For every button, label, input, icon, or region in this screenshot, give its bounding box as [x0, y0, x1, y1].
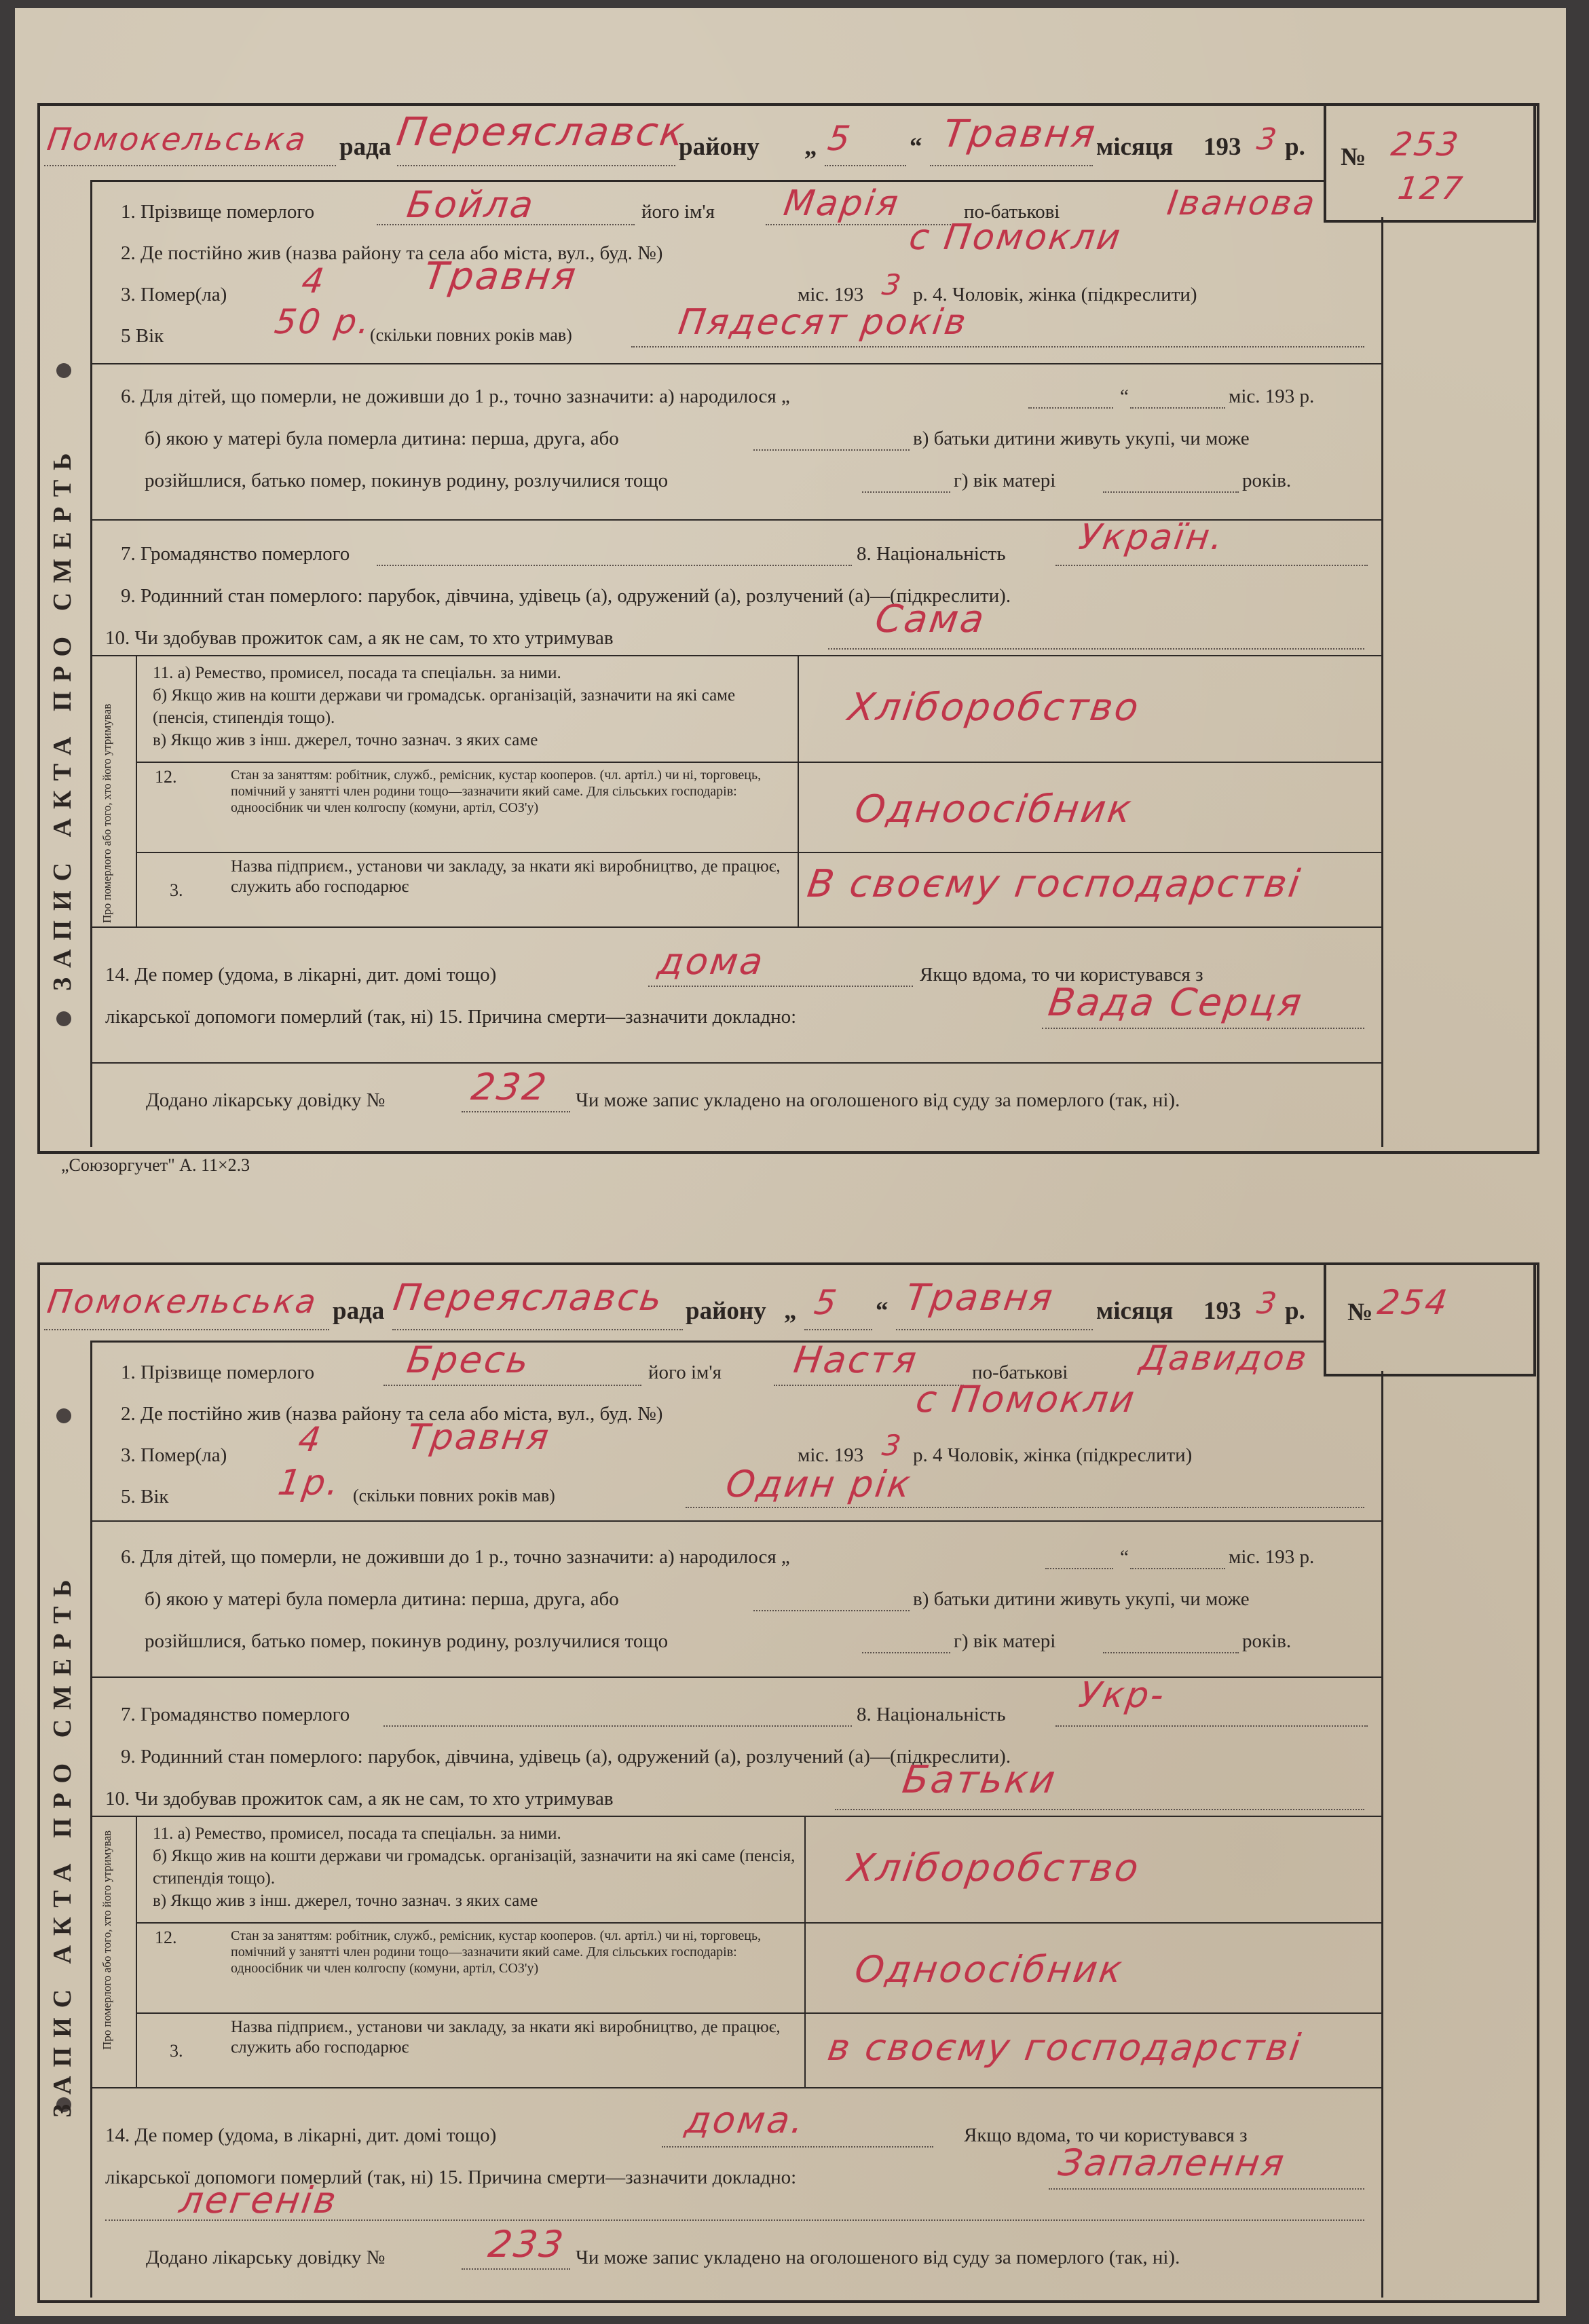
- child-line-3-mid: г) вік матері: [954, 470, 1056, 491]
- rayon-fill: Переяславсь: [390, 1276, 667, 1319]
- death-record-form-2: рада району „ “ місяця 193 р. № Помокельська Переяславсь 5 Травня 3 254 ЗАПИС АКТА ПРО СМЕРТЬ Про померлого або того, хто його утримував 1. Прізвище померлого Бресь його ім'я Настя по-батькові Давидов 2. Де постійно жив (назва району та села або міста, вул., буд. №) с Помокли 3. Помер(ла) 4 Травня міс. 193 3 р. 4 Чоловік, жінка (підкреслити) 5. Вік 1р. (скільки повних років мав) Один рік 6. Для дітей, що померли, не доживши до 1 р., точно зазначити: а) народилося „ “ міс. 193 р. б) якою у матері була померла дитина: перша, друга, або в) батьки дитини живуть укупі, чи може розійшлися, батько помер, покинув родину, розлучилися тощо г) вік матері років. 7. Громадянство померлого 8. Національність Укр- 9. Родинний стан померлого: парубок, дівчина, удівець (а), одружений (а), розлучений (а)—(підкреслити). 10. Чи здобував прожиток сам, а як не сам, то хто утримував Батьки 11. а) Ремество, промисел, посада та спеціальн. за ними. б) Якщо жив на кошти держави чи громадськ. організацій, зазначити на які саме (пенсія, стипендія тощо). в) Якщо жив з інш. джерел, точно зазнач. з яких саме Хліборобство 12. Стан за заняттям: робітник, служб., ремісник, кустар кооперов. (чл. артіл.) чи ні, торговець, помічний у занятті член родини тощо—зазначити який саме. Для сільських господарів: одноосібник чи член колгоспу (комуни, артіл, СОЗ'у) Одноосібник 3. Назва підприєм., установи чи закладу, за нкати які виробництво, де працює, служить або господарює в своєму господарстві 14. Де помер (удома, в лікарні, дит. домі тощо) дома. Якщо вдома, то чи користувався з лікарської допомоги померлий (так, ні) 15. Причина смерти—зазначити докладно: Запалення легенів Додано лікарську довідку № 233 Чи може запис укладено на оголошеного від суду за померлого (так, ні).: [0, 1154, 1551, 2267]
- marital-status-label: 9. Родинний стан померлого: парубок, дівчина, удівець (а), одружений (а), розлучений (а)—(підкреслити).: [121, 1746, 1011, 1767]
- rayon-label: району: [686, 1297, 766, 1325]
- age-label: 5. Вік: [121, 1486, 169, 1507]
- year-suffix: р.: [1285, 1297, 1305, 1325]
- rayon-fill: Переяславск: [394, 109, 690, 155]
- died-month: Травня: [404, 1417, 553, 1458]
- rada-label: рада: [333, 1297, 385, 1325]
- occupation-12-value: Одноосібник: [852, 1948, 1127, 1991]
- occupation-12-value: Одноосібник: [852, 787, 1136, 831]
- gender-label: р. 4. Чоловік, жінка (підкреслити): [913, 284, 1197, 305]
- certificate-number: 233: [485, 2223, 568, 2266]
- child-line-1: 6. Для дітей, що померли, не доживши до 1 р., точно зазначити: а) народилося „: [121, 386, 790, 407]
- side-subtitle: Про померлого або того, хто його утримував: [100, 703, 113, 923]
- livelihood-value: Батьки: [899, 1758, 1060, 1802]
- rada-fill: Помокельська: [45, 121, 310, 157]
- livelihood-label: 10. Чи здобував прожиток сам, а як не сам, то хто утримував: [105, 627, 614, 649]
- place-of-death-label: 14. Де помер (удома, в лікарні, дит. домі тощо): [105, 964, 497, 986]
- child-line-2-end: в) батьки дитини живуть укупі, чи може: [913, 428, 1250, 449]
- died-label: 3. Помер(ла): [121, 1444, 227, 1466]
- child-line-3-end: років.: [1242, 470, 1292, 491]
- certificate-label: Додано лікарську довідку №: [146, 1089, 386, 1111]
- died-mis-label: міс. 193: [798, 284, 864, 305]
- certificate-label: Додано лікарську довідку №: [146, 2247, 386, 2268]
- record-number-sub: 127: [1396, 170, 1467, 206]
- occupation-13-value: в своєму господарстві: [825, 2026, 1305, 2069]
- medical-help-label: Якщо вдома, то чи користувався з: [964, 2124, 1248, 2146]
- place-of-death-label: 14. Де помер (удома, в лікарні, дит. домі тощо): [105, 2124, 497, 2146]
- year-label: 193: [1203, 133, 1241, 161]
- year-suffix: р.: [1285, 133, 1305, 161]
- printer-imprint: „Союзоргучет" А. 11×2.3: [61, 1155, 250, 1175]
- surname-value: Бресь: [404, 1338, 534, 1381]
- occupation-12-text: Стан за заняттям: робітник, служб., ремісник, кустар кооперов. (чл. артіл.) чи ні, торговець, помічний у занятті член родини тощо—зазначити який саме. Для сільських господарів: одноосібник чи член колгоспу (комуни, артіл, СОЗ'у): [231, 1928, 762, 1976]
- nationality-value: Україн.: [1076, 517, 1228, 558]
- livelihood-label: 10. Чи здобував прожиток сам, а як не сам, то хто утримував: [105, 1788, 614, 1810]
- side-subtitle: Про померлого або того, хто його утримував: [100, 1830, 113, 2050]
- occupation-13-text: Назва підприєм., установи чи закладу, за нкати які виробництво, де працює, служить або господарює: [231, 857, 781, 896]
- age-note: (скільки повних років мав): [353, 1486, 555, 1505]
- age-words: Пядесят років: [675, 302, 971, 343]
- year-fill: 3: [1254, 122, 1281, 157]
- occupation-11-value: Хліборобство: [845, 686, 1144, 730]
- record-number: 253: [1389, 126, 1463, 164]
- record-number: 254: [1375, 1283, 1452, 1322]
- residence-value: с Помокли: [906, 217, 1125, 258]
- child-line-2-end: в) батьки дитини живуть укупі, чи може: [913, 1588, 1250, 1610]
- residence-label: 2. Де постійно жив (назва району та села або міста, вул., буд. №): [121, 1403, 663, 1425]
- occupation-12-text: Стан за заняттям: робітник, служб., ремісник, кустар кооперов. (чл. артіл.) чи ні, торговець, помічний у занятті член родини тощо—зазначити який саме. Для сільських господарів: одноосібник чи член колгоспу (комуни, артіл, СОЗ'у): [231, 768, 762, 815]
- year-label: 193: [1203, 1297, 1241, 1325]
- day-fill: 5: [825, 119, 855, 158]
- side-title: ЗАПИС АКТА ПРО СМЕРТЬ: [48, 443, 77, 991]
- age-value: 50 р.: [272, 302, 375, 341]
- place-of-death-value: дома.: [682, 2099, 808, 2141]
- child-line-2: б) якою у матері була померла дитина: перша, друга, або: [145, 1588, 619, 1610]
- child-line-1-end: міс. 193 р.: [1229, 386, 1315, 407]
- child-line-1: 6. Для дітей, що померли, не доживши до 1 р., точно зазначити: а) народилося „: [121, 1546, 790, 1568]
- age-value: 1р.: [275, 1463, 343, 1503]
- citizenship-label: 7. Громадянство померлого: [121, 543, 350, 565]
- cause-value: Вада Серця: [1045, 981, 1307, 1025]
- patronymic-value: Іванова: [1164, 183, 1320, 223]
- nationality-label: 8. Національність: [857, 543, 1006, 565]
- residence-label: 2. Де постійно жив (назва району та села або міста, вул., буд. №): [121, 242, 663, 264]
- child-line-1-end: міс. 193 р.: [1229, 1546, 1315, 1568]
- cause-label: лікарської допомоги померлий (так, ні) 15. Причина смерти—зазначити докладно:: [105, 2167, 797, 2188]
- month-fill: Травня: [903, 1276, 1058, 1319]
- patronymic-value: Давидов: [1137, 1338, 1311, 1378]
- nationality-value: Укр-: [1076, 1675, 1169, 1716]
- number-label: №: [1347, 1298, 1373, 1326]
- place-of-death-value: дома: [655, 940, 768, 983]
- surname-value: Бойла: [404, 183, 538, 226]
- died-label: 3. Помер(ла): [121, 284, 227, 305]
- year-fill: 3: [1254, 1286, 1281, 1321]
- side-title: ЗАПИС АКТА ПРО СМЕРТЬ: [48, 1570, 77, 2118]
- court-label: Чи може запис укладено на оголошеного від суду за померлого (так, ні).: [576, 2247, 1180, 2268]
- died-month: Травня: [421, 255, 580, 299]
- occupation-13-value: В своєму господарстві: [804, 862, 1305, 906]
- month-label: місяця: [1096, 1297, 1174, 1325]
- died-day: 4: [299, 261, 329, 301]
- age-words: Один рік: [723, 1463, 915, 1505]
- occupation-12-num: 12.: [155, 1928, 177, 1947]
- age-note: (скільки повних років мав): [370, 325, 572, 345]
- child-line-3-end: років.: [1242, 1630, 1292, 1652]
- surname-label: 1. Прізвище померлого: [121, 201, 315, 223]
- day-fill: 5: [811, 1283, 841, 1322]
- death-record-form-1: рада району „ “ місяця 193 р. № Помокельська Переяславск 5 Травня 3 253 127 ЗАПИС АКТА ПРО СМЕРТЬ Про померлого або того, хто його утримував 1. Прізвище померлого Бойла його ім'я Марія по-батькові Іванова 2. Де постійно жив (назва району та села або міста, вул., буд. №) с Помокли 3. Помер(ла) 4 Травня міс. 193 3 р. 4. Чоловік, жінка (підкреслити) 5 Вік 50 р. (скільки повних років мав) Пядесят років 6. Для дітей, що померли, не доживши до 1 р., точно зазначити: а) народилося „ “ міс. 193 р. б) якою у матері була померла дитина: перша, друга, або в) батьки дитини живуть укупі, чи може розійшлися, батько помер, покинув родину, розлучилися тощо г) вік матері років. 7. Громадянство померлого 8. Національність Україн. 9. Родинний стан померлого: парубок, дівчина, удівець (а), одружений (а), розлучений (а)—(підкреслити). 10. Чи здобував прожиток сам, а як не сам, то хто утримував Сама 11. а) Ремество, промисел, посада та спеціальн. за ними. б) Якщо жив на кошти держави чи громадськ. організацій, зазначити на які саме (пенсія, стипендія тощо). в) Якщо жив з інш. джерел, точно зазнач. з яких саме Хліборобство 12. Стан за заняттям: робітник, служб., ремісник, кустар кооперов. (чл. артіл.) чи ні, торговець, помічний у занятті член родини тощо—зазначити який саме. Для сільських господарів: одноосібник чи член колгоспу (комуни, артіл, СОЗ'у) Одноосібник 3. Назва підприєм., установи чи закладу, за нкати які виробництво, де працює, служить або господарює В своєму господарстві 14. Де помер (удома, в лікарні, дит. домі тощо) дома Якщо вдома, то чи користувався з лікарської допомоги померлий (так, ні) 15. Причина смерти—зазначити докладно: Вада Серця Додано лікарську довідку № 232 Чи може запис укладено на оголошеного від суду за померлого (так, ні). „Союзоргучет" А. 11×2.3: [0, 0, 1551, 1113]
- court-label: Чи може запис укладено на оголошеного від суду за померлого (так, ні).: [576, 1089, 1180, 1111]
- occupation-11-text: 11. а) Ремество, промисел, посада та спеціальн. за ними. б) Якщо жив на кошти держави чи громадськ. організацій, зазначити на які саме (пенсія, стипендія тощо). в) Якщо жив з інш. джерел, точно зазнач. з яких саме: [153, 664, 736, 749]
- livelihood-value: Сама: [872, 597, 989, 641]
- month-label: місяця: [1096, 133, 1174, 161]
- name-label: його ім'я: [648, 1362, 722, 1383]
- cause-label: лікарської допомоги померлий (так, ні) 15. Причина смерти—зазначити докладно:: [105, 1006, 797, 1028]
- child-line-3: розійшлися, батько помер, покинув родину, розлучилися тощо: [145, 470, 669, 491]
- name-value: Марія: [781, 183, 903, 224]
- died-year-fill: 3: [880, 268, 905, 301]
- gender-label: р. 4 Чоловік, жінка (підкреслити): [913, 1444, 1193, 1466]
- number-label: №: [1341, 143, 1366, 171]
- name-value: Настя: [791, 1338, 921, 1381]
- occupation-11-value: Хліборобство: [845, 1846, 1144, 1890]
- rada-fill: Помокельська: [45, 1283, 320, 1321]
- patronymic-label: по-батькові: [964, 201, 1060, 223]
- occupation-13-num: 3.: [170, 880, 183, 900]
- cause-value-2: легенів: [176, 2179, 341, 2222]
- certificate-number: 232: [468, 1066, 551, 1108]
- child-line-2: б) якою у матері була померла дитина: перша, друга, або: [145, 428, 619, 449]
- nationality-label: 8. Національність: [857, 1704, 1006, 1725]
- marital-status-label: 9. Родинний стан померлого: парубок, дівчина, удівець (а), одружений (а), розлучений (а)—(підкреслити).: [121, 585, 1011, 607]
- cause-value: Запалення: [1055, 2141, 1289, 2184]
- age-label: 5 Вік: [121, 325, 164, 347]
- patronymic-label: по-батькові: [972, 1362, 1068, 1383]
- rayon-label: району: [679, 133, 760, 161]
- died-mis-label: міс. 193: [798, 1444, 864, 1466]
- surname-label: 1. Прізвище померлого: [121, 1362, 315, 1383]
- child-line-3-mid: г) вік матері: [954, 1630, 1056, 1652]
- residence-value: с Помокли: [913, 1378, 1139, 1421]
- medical-help-label: Якщо вдома, то чи користувався з: [920, 964, 1203, 986]
- month-fill: Травня: [940, 112, 1100, 156]
- occupation-13-num: 3.: [170, 2041, 183, 2061]
- rada-label: рада: [339, 133, 392, 161]
- died-day: 4: [295, 1420, 325, 1459]
- child-line-3: розійшлися, батько помер, покинув родину, розлучилися тощо: [145, 1630, 669, 1652]
- citizenship-label: 7. Громадянство померлого: [121, 1704, 350, 1725]
- occupation-11-text: 11. а) Ремество, промисел, посада та спеціальн. за ними. б) Якщо жив на кошти держави чи громадськ. організацій, зазначити на які саме (пенсія, стипендія тощо). в) Якщо жив з інш. джерел, точно зазнач. з яких саме: [153, 1824, 796, 1910]
- occupation-12-num: 12.: [155, 767, 177, 787]
- died-year-fill: 3: [880, 1429, 905, 1462]
- occupation-13-text: Назва підприєм., установи чи закладу, за нкати які виробництво, де працює, служить або господарює: [231, 2018, 781, 2057]
- name-label: його ім'я: [641, 201, 715, 223]
